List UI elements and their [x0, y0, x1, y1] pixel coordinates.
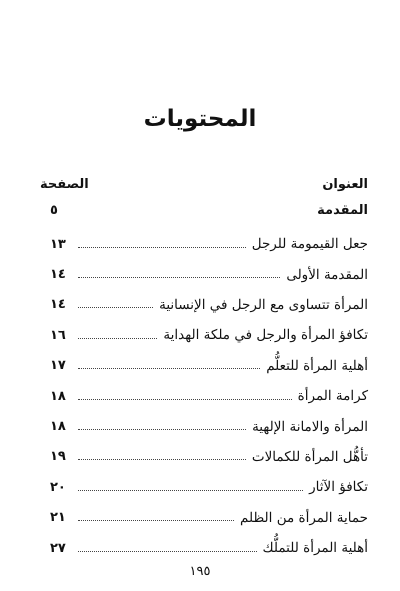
toc-entry	[50, 320, 368, 350]
toc-entry	[50, 442, 368, 472]
toc-entry-title: المقدمة الأولى	[286, 266, 368, 283]
toc-entry-page: ٢٧	[50, 540, 66, 556]
toc-leader-dots	[78, 277, 280, 278]
column-header-title: العنوان	[322, 177, 368, 192]
toc-entry-title: حماية المرأة من الظلم	[240, 509, 368, 526]
toc-entry-page: ٢٠	[50, 479, 66, 495]
toc-entry	[50, 259, 368, 289]
toc-intro-title: المقدمة	[317, 203, 368, 218]
toc-entry-page: ١٤	[50, 297, 66, 313]
page-title: المحتويات	[143, 106, 257, 132]
toc-entry-page: ١٤	[50, 267, 66, 283]
toc-entry	[50, 503, 368, 533]
toc-entry-title: أهلية المرأة للتملُّك	[262, 540, 368, 557]
toc-entry-page: ٢١	[50, 510, 66, 526]
toc-leader-dots	[78, 338, 157, 339]
toc-entry-page: ١٨	[50, 388, 66, 404]
toc-leader-dots	[78, 490, 303, 491]
toc-intro-page: ٥	[50, 203, 58, 218]
toc-list	[50, 229, 368, 563]
toc-intro-row	[50, 203, 368, 221]
toc-entry	[50, 381, 368, 411]
toc-leader-dots	[78, 368, 260, 369]
toc-entry-title: جعل القيمومة للرجل	[251, 236, 368, 253]
toc-leader-dots	[78, 247, 246, 248]
page-number: ١٩٥	[189, 564, 211, 579]
toc-entry-title: تكافؤ المرأة والرجل في ملكة الهداية	[163, 327, 368, 344]
toc-entry	[50, 411, 368, 441]
toc-leader-dots	[78, 551, 257, 552]
toc-entry-page: ١٩	[50, 449, 66, 465]
toc-entry-page: ١٧	[50, 358, 66, 374]
toc-entry-title: تكافؤ الآثار	[309, 479, 368, 496]
toc-entry	[50, 290, 368, 320]
toc-entry-title: أهلية المرأة للتعلُّم	[266, 357, 368, 374]
toc-leader-dots	[78, 399, 292, 400]
toc-entry-title: المرأة تتساوى مع الرجل في الإنسانية	[159, 296, 368, 313]
toc-entry	[50, 533, 368, 563]
toc-entry-page: ١٨	[50, 419, 66, 435]
toc-entry-title: المرأة والامانة الإلهية	[252, 418, 368, 435]
toc-entry-title: كرامة المرأة	[297, 388, 368, 405]
toc-entry-page: ١٣	[50, 236, 66, 252]
toc-leader-dots	[78, 459, 246, 460]
toc-leader-dots	[78, 520, 234, 521]
toc-leader-dots	[78, 307, 153, 308]
toc-leader-dots	[78, 429, 246, 430]
toc-entry	[50, 351, 368, 381]
toc-entry-page: ١٦	[50, 327, 66, 343]
column-header-page: الصفحة	[40, 177, 89, 192]
toc-entry	[50, 229, 368, 259]
toc-entry-title: تأهُّل المرأة للكمالات	[251, 448, 368, 465]
toc-entry	[50, 472, 368, 502]
